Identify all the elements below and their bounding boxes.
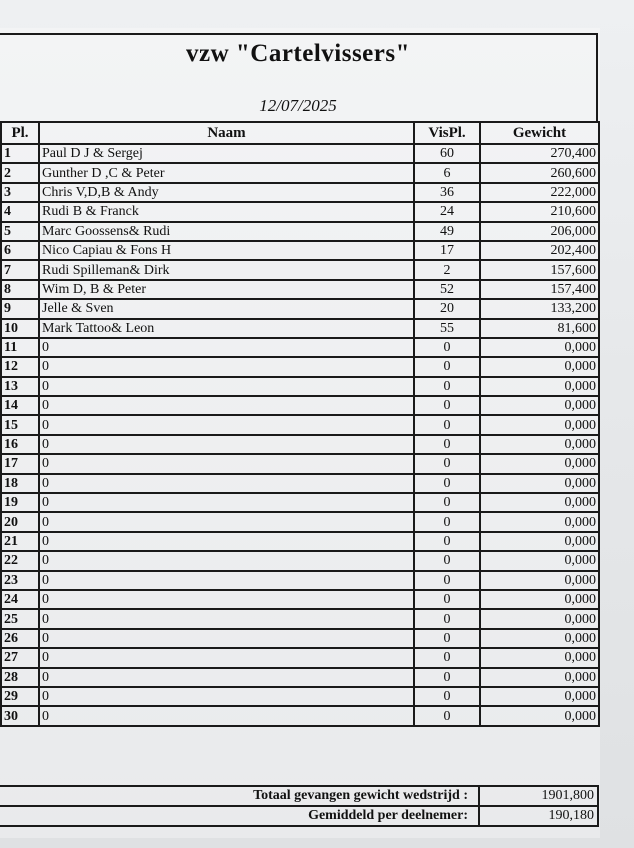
average-label: Gemiddeld per deelnemer: — [0, 806, 479, 826]
place-cell: 27 — [1, 648, 39, 667]
table-row — [1, 706, 599, 725]
name-cell: Rudi Spilleman& Dirk — [39, 260, 414, 279]
spot-cell: 0 — [414, 454, 480, 473]
place-cell: 13 — [1, 377, 39, 396]
weight-cell: 210,600 — [480, 202, 599, 221]
spot-cell: 0 — [414, 396, 480, 415]
place-cell: 16 — [1, 435, 39, 454]
column-header-vispl: VisPl. — [414, 122, 480, 144]
total-weight-value: 1901,800 — [479, 786, 598, 806]
name-cell: Wim D, B & Peter — [39, 280, 414, 299]
name-cell: Chris V,D,B & Andy — [39, 183, 414, 202]
weight-cell: 0,000 — [480, 493, 599, 512]
weight-cell: 0,000 — [480, 668, 599, 687]
name-cell: Rudi B & Franck — [39, 202, 414, 221]
name-cell: Marc Goossens& Rudi — [39, 222, 414, 241]
weight-cell: 0,000 — [480, 609, 599, 628]
name-cell: 0 — [39, 338, 414, 357]
weight-cell: 81,600 — [480, 319, 599, 338]
name-cell: Nico Capiau & Fons H — [39, 241, 414, 260]
name-cell: 0 — [39, 629, 414, 648]
spot-cell: 49 — [414, 222, 480, 241]
spot-cell: 0 — [414, 377, 480, 396]
average-row — [0, 806, 598, 826]
spot-cell: 55 — [414, 319, 480, 338]
spot-cell: 0 — [414, 648, 480, 667]
weight-cell: 0,000 — [480, 590, 599, 609]
place-cell: 9 — [1, 299, 39, 318]
spot-cell: 36 — [414, 183, 480, 202]
weight-cell: 0,000 — [480, 532, 599, 551]
table-row — [1, 260, 599, 279]
table-row — [1, 396, 599, 415]
table-row — [1, 280, 599, 299]
place-cell: 3 — [1, 183, 39, 202]
table-row — [1, 454, 599, 473]
weight-cell: 0,000 — [480, 551, 599, 570]
document-title: vzw "Cartelvissers" — [185, 40, 410, 67]
place-cell: 22 — [1, 551, 39, 570]
weight-cell: 0,000 — [480, 396, 599, 415]
weight-cell: 270,400 — [480, 144, 599, 163]
place-cell: 23 — [1, 571, 39, 590]
place-cell: 7 — [1, 260, 39, 279]
spot-cell: 0 — [414, 668, 480, 687]
name-cell: 0 — [39, 609, 414, 628]
name-cell: 0 — [39, 668, 414, 687]
spot-cell: 0 — [414, 474, 480, 493]
name-cell: 0 — [39, 435, 414, 454]
weight-cell: 0,000 — [480, 571, 599, 590]
name-cell: 0 — [39, 454, 414, 473]
spot-cell: 52 — [414, 280, 480, 299]
table-row — [1, 512, 599, 531]
name-cell: 0 — [39, 474, 414, 493]
name-cell: 0 — [39, 377, 414, 396]
name-cell: 0 — [39, 551, 414, 570]
weight-cell: 0,000 — [480, 706, 599, 725]
place-cell: 21 — [1, 532, 39, 551]
spot-cell: 0 — [414, 590, 480, 609]
spot-cell: 0 — [414, 532, 480, 551]
table-row — [1, 338, 599, 357]
spot-cell: 0 — [414, 706, 480, 725]
weight-cell: 157,400 — [480, 280, 599, 299]
name-cell: 0 — [39, 396, 414, 415]
spot-cell: 24 — [414, 202, 480, 221]
spot-cell: 0 — [414, 435, 480, 454]
place-cell: 11 — [1, 338, 39, 357]
table-row — [1, 163, 599, 182]
table-row — [1, 202, 599, 221]
table-row — [1, 435, 599, 454]
column-header-pl: Pl. — [1, 122, 39, 144]
weight-cell: 0,000 — [480, 338, 599, 357]
table-row — [1, 299, 599, 318]
name-cell: Jelle & Sven — [39, 299, 414, 318]
total-weight-label: Totaal gevangen gewicht wedstrijd : — [0, 786, 479, 806]
name-cell: Mark Tattoo& Leon — [39, 319, 414, 338]
name-cell: 0 — [39, 357, 414, 376]
weight-cell: 202,400 — [480, 241, 599, 260]
weight-cell: 157,600 — [480, 260, 599, 279]
place-cell: 17 — [1, 454, 39, 473]
table-row — [1, 474, 599, 493]
name-cell: 0 — [39, 571, 414, 590]
spot-cell: 0 — [414, 609, 480, 628]
place-cell: 14 — [1, 396, 39, 415]
place-cell: 29 — [1, 687, 39, 706]
name-cell: 0 — [39, 590, 414, 609]
competition-date: 12/07/2025 — [259, 96, 337, 115]
place-cell: 18 — [1, 474, 39, 493]
spot-cell: 0 — [414, 493, 480, 512]
place-cell: 12 — [1, 357, 39, 376]
table-row — [1, 532, 599, 551]
weight-cell: 0,000 — [480, 512, 599, 531]
spot-cell: 2 — [414, 260, 480, 279]
name-cell: 0 — [39, 415, 414, 434]
weight-cell: 0,000 — [480, 415, 599, 434]
place-cell: 24 — [1, 590, 39, 609]
spot-cell: 20 — [414, 299, 480, 318]
spot-cell: 6 — [414, 163, 480, 182]
weight-cell: 0,000 — [480, 629, 599, 648]
table-row — [1, 571, 599, 590]
weight-cell: 0,000 — [480, 357, 599, 376]
weight-cell: 0,000 — [480, 474, 599, 493]
name-cell: 0 — [39, 687, 414, 706]
place-cell: 30 — [1, 706, 39, 725]
table-row — [1, 629, 599, 648]
spot-cell: 0 — [414, 512, 480, 531]
name-cell: 0 — [39, 493, 414, 512]
place-cell: 1 — [1, 144, 39, 163]
table-row — [1, 357, 599, 376]
name-cell: Gunther D ,C & Peter — [39, 163, 414, 182]
table-row — [1, 241, 599, 260]
name-cell: 0 — [39, 648, 414, 667]
weight-cell: 222,000 — [480, 183, 599, 202]
weight-cell: 206,000 — [480, 222, 599, 241]
place-cell: 26 — [1, 629, 39, 648]
weight-cell: 0,000 — [480, 648, 599, 667]
table-row — [1, 319, 599, 338]
table-row — [1, 415, 599, 434]
column-header-gewicht: Gewicht — [480, 122, 599, 144]
table-row — [1, 144, 599, 163]
place-cell: 2 — [1, 163, 39, 182]
column-header-naam: Naam — [39, 122, 414, 144]
average-value: 190,180 — [479, 806, 598, 826]
place-cell: 20 — [1, 512, 39, 531]
table-row — [1, 590, 599, 609]
place-cell: 25 — [1, 609, 39, 628]
place-cell: 8 — [1, 280, 39, 299]
weight-cell: 0,000 — [480, 454, 599, 473]
spot-cell: 0 — [414, 338, 480, 357]
name-cell: Paul D J & Sergej — [39, 144, 414, 163]
results-table — [0, 121, 600, 727]
table-row — [1, 493, 599, 512]
table-row — [1, 222, 599, 241]
place-cell: 15 — [1, 415, 39, 434]
weight-cell: 0,000 — [480, 377, 599, 396]
name-cell: 0 — [39, 706, 414, 725]
spot-cell: 17 — [414, 241, 480, 260]
name-cell: 0 — [39, 512, 414, 531]
table-row — [1, 668, 599, 687]
place-cell: 19 — [1, 493, 39, 512]
spot-cell: 60 — [414, 144, 480, 163]
place-cell: 5 — [1, 222, 39, 241]
spot-cell: 0 — [414, 415, 480, 434]
name-cell: 0 — [39, 532, 414, 551]
spot-cell: 0 — [414, 629, 480, 648]
weight-cell: 0,000 — [480, 435, 599, 454]
place-cell: 6 — [1, 241, 39, 260]
results-body — [1, 144, 599, 726]
spot-cell: 0 — [414, 551, 480, 570]
table-row — [1, 183, 599, 202]
header-row — [1, 122, 599, 144]
place-cell: 4 — [1, 202, 39, 221]
table-row — [1, 377, 599, 396]
weight-cell: 260,600 — [480, 163, 599, 182]
table-row — [1, 551, 599, 570]
table-row — [1, 648, 599, 667]
weight-cell: 0,000 — [480, 687, 599, 706]
place-cell: 28 — [1, 668, 39, 687]
totals-table — [0, 785, 599, 827]
spot-cell: 0 — [414, 357, 480, 376]
table-row — [1, 609, 599, 628]
spot-cell: 0 — [414, 571, 480, 590]
place-cell: 10 — [1, 319, 39, 338]
table-row — [1, 687, 599, 706]
weight-cell: 133,200 — [480, 299, 599, 318]
spot-cell: 0 — [414, 687, 480, 706]
total-weight-row — [0, 786, 598, 806]
